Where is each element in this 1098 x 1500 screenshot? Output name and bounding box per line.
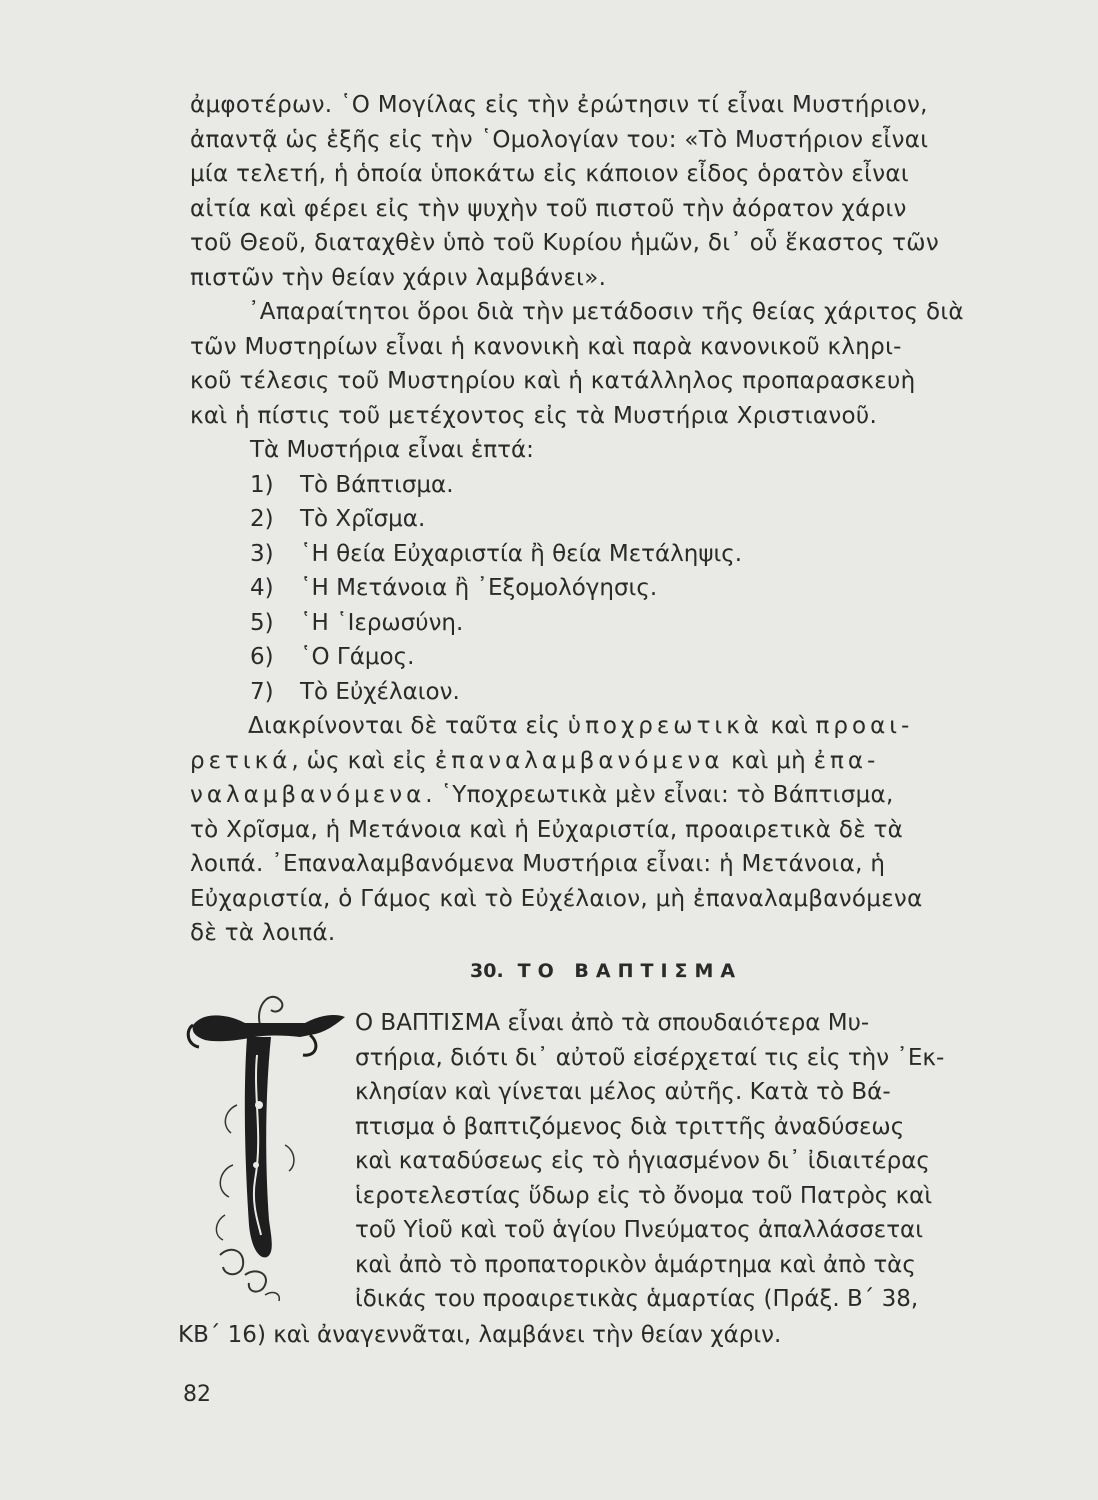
list-item <box>250 468 742 503</box>
text-line: Ο ΒΑΠΤΙΣΜΑ εἶναι ἀπὸ τὰ σπουδαιότερα Μυ- <box>355 1010 870 1036</box>
text-line <box>190 778 1042 813</box>
list-number: 2) <box>250 506 274 532</box>
text-line: τῶν Μυστηρίων εἶναι ἡ κανονικὴ καὶ παρὰ κανονικοῦ κληρι- <box>190 333 902 360</box>
text-run: καὶ μὴ <box>723 747 814 774</box>
text-line: ἀμφοτέρων. ῾Ο Μογίλας εἰς τὴν ἐρώτησιν τί εἶναι Μυστήριον, <box>190 92 928 118</box>
spaced-term: ἐπα- <box>813 747 880 774</box>
text-line <box>190 709 1042 744</box>
list-number: 6) <box>250 644 274 670</box>
section-title: ΤΟ ΒΑΠΤΙΣΜΑ <box>517 960 743 982</box>
text-line: καὶ ἡ πίστις τοῦ μετέχοντος εἰς τὰ Μυστήρια Χριστιανοῦ. <box>190 402 878 429</box>
list-item <box>250 640 742 675</box>
spaced-term: ὑποχρεωτικὰ <box>567 713 763 739</box>
list-text: Τὸ Χρῖσμα. <box>300 506 426 532</box>
list-text: ῾Ο Γάμος. <box>300 644 415 670</box>
section-number: 30. <box>470 960 504 982</box>
list-number: 3) <box>250 540 274 567</box>
list-text: ῾Η ῾Ιερωσύνη. <box>300 609 464 636</box>
text-line: στήρια, διότι δι᾿ αὐτοῦ εἰσέρχεταί τις εἰς τὴν ᾿Εκ- <box>355 1044 945 1071</box>
text-line: αἰτία καὶ φέρει εἰς τὴν ψυχὴν τοῦ πιστοῦ τὴν ἀόρατον χάριν <box>190 195 907 222</box>
list-text: ῾Η θεία Εὐχαριστία ἢ θεία Μετάληψις. <box>300 540 743 567</box>
text-line: ἰδικάς του προαιρετικὰς ἁμαρτίας (Πράξ. Β΄ 38, <box>355 1286 919 1312</box>
sacraments-list <box>250 433 742 709</box>
text-line <box>190 744 1042 779</box>
text-run: , ὡς καὶ εἰς <box>291 747 435 774</box>
list-number: 4) <box>250 575 274 601</box>
list-text: Τὸ Εὐχέλαιον. <box>300 678 460 705</box>
list-item <box>250 571 742 606</box>
list-item <box>250 606 742 641</box>
text-line: καὶ καταδύσεως εἰς τὸ ἡγιασμένον δι᾿ ἰδιαιτέρας <box>355 1148 930 1174</box>
list-text: Τὸ Βάπτισμα. <box>300 471 454 498</box>
text-line: κοῦ τέλεσις τοῦ Μυστηρίου καὶ ἡ κατάλληλος προπαρασκευὴ <box>190 368 916 394</box>
spaced-term: προαι- <box>815 713 914 739</box>
ornamental-dropcap-icon <box>185 985 355 1305</box>
text-line: ἱεροτελεστίας ὕδωρ εἰς τὸ ὄνομα τοῦ Πατρὸς καὶ <box>355 1182 933 1209</box>
text-line: καὶ ἀπὸ τὸ προπατορικὸν ἁμάρτημα καὶ ἀπὸ τὰς <box>355 1251 916 1278</box>
text-line: λοιπά. ᾿Επαναλαμβανόμενα Μυστήρια εἶναι: ἡ Μετάνοια, ἡ <box>190 851 886 877</box>
text-line: Εὐχαριστία, ὁ Γάμος καὶ τὸ Εὐχέλαιον, μὴ ἐπαναλαμβανόμενα <box>190 885 923 912</box>
list-item <box>250 675 742 710</box>
text-run: καὶ <box>762 713 816 739</box>
list-item <box>250 502 742 537</box>
text-line: πτισμα ὁ βαπτιζόμενος διὰ τριττῆς ἀναδύσεως <box>355 1113 905 1140</box>
list-number: 5) <box>250 609 274 636</box>
intro-paragraph <box>190 88 1042 433</box>
spaced-term: ρετικά <box>190 747 292 774</box>
text-run: . ῾Υποχρεωτικὰ μὲν εἶναι: τὸ Βάπτισμα, <box>425 782 894 808</box>
text-line: ἀπαντᾷ ὡς ἑξῆς εἰς τὴν ῾Ομολογίαν του: «Τὸ Μυστήριον εἶναι <box>190 126 929 153</box>
list-item <box>250 537 742 572</box>
list-number: 7) <box>250 678 274 705</box>
baptism-last-line: ΚΒ΄ 16) καὶ ἀναγεννᾶται, λαμβάνει τὴν θείαν χάριν. <box>178 1322 782 1348</box>
text-line: δὲ τὰ λοιπά. <box>190 920 336 946</box>
section-heading <box>470 960 742 982</box>
text-line: τοῦ Υἱοῦ καὶ τοῦ ἁγίου Πνεύματος ἀπαλλάσσεται <box>355 1217 923 1243</box>
text-line: πιστῶν τὴν θείαν χάριν λαμβάνει». <box>190 264 607 291</box>
text-run: Διακρίνονται δὲ ταῦτα εἰς <box>248 713 568 739</box>
text-line: μία τελετή, ἡ ὁποία ὑποκάτω εἰς κάποιον εἶδος ὁρατὸν εἶναι <box>190 161 909 187</box>
division-paragraph <box>190 709 1042 951</box>
spaced-term: ἐπαναλαμβανόμενα <box>434 747 724 774</box>
text-line: κλησίαν καὶ γίνεται μέλος αὐτῆς. Κατὰ τὸ Βά- <box>355 1079 891 1105</box>
page-number: 82 <box>183 1382 211 1407</box>
list-intro: Τὰ Μυστήρια εἶναι ἑπτά: <box>250 437 534 463</box>
baptism-paragraph <box>355 1006 1035 1317</box>
spaced-term: ναλαμβανόμενα <box>190 782 426 808</box>
list-number: 1) <box>250 471 274 498</box>
text-line: τὸ Χρῖσμα, ἡ Μετάνοια καὶ ἡ Εὐχαριστία, προαιρετικὰ δὲ τὰ <box>190 816 904 843</box>
text-line: ᾿Απαραίτητοι ὅροι διὰ τὴν μετάδοσιν τῆς θείας χάριτος διὰ <box>248 299 964 325</box>
list-text: ῾Η Μετάνοια ἢ ᾿Εξομολόγησις. <box>300 575 658 601</box>
text-line: τοῦ Θεοῦ, διαταχθὲν ὑπὸ τοῦ Κυρίου ἡμῶν, δι᾿ οὗ ἕκαστος τῶν <box>190 230 939 256</box>
